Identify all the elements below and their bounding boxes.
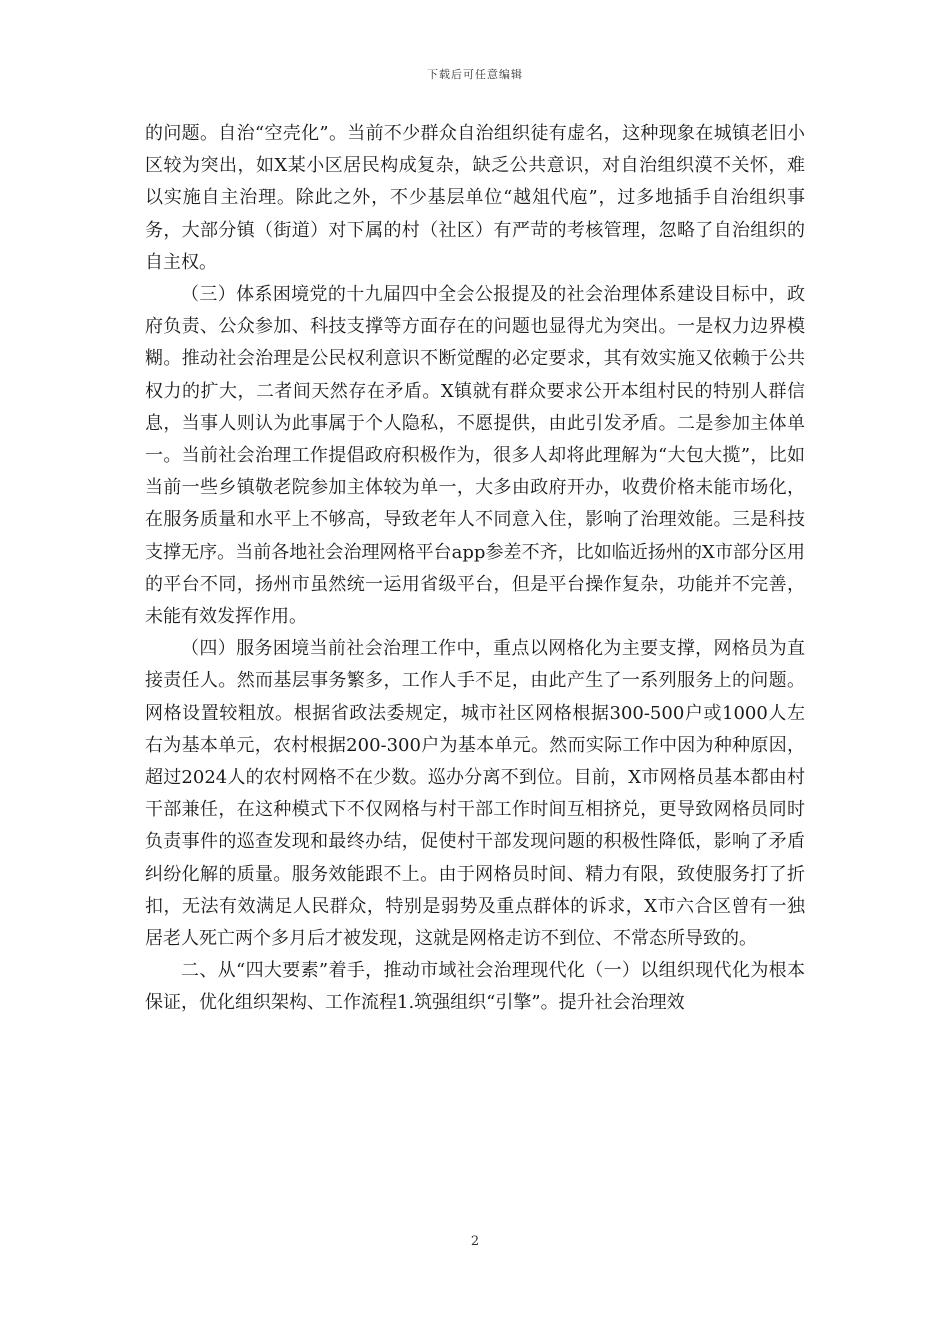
paragraph-2: （三）体系困境党的十九届四中全会公报提及的社会治理体系建设目标中，政府负责、公众参加、科技支撑等方面存在的问题也显得尤为突出。一是权力边界模糊。推动社会治理是公民权利意识不断觉醒的必定要求，其有效实施又依赖于公共权力的扩大，二者间天然存在矛盾。X镇就有群众要求公开本组村民的特别人群信息，当事人则认为此事属于个人隐私，不愿提供，由此引发矛盾。二是参加主体单一。当前社会治理工作提倡政府积极作为，很多人却将此理解为“大包大揽”，比如当前一些乡镇敬老院参加主体较为单一，大多由政府开办，收费价格未能市场化，在服务质量和水平上不够高，导致老年人不同意入住，影响了治理效能。三是科技支撑无序。当前各地社会治理网格平台app参差不齐，比如临近扬州的X市部分区用的平台不同，扬州市虽然统一运用省级平台，但是平台操作复杂，功能并不完善，未能有效发挥作用。 [145,284,805,628]
paragraph-4: 二、从“四大要素”着手，推动市域社会治理现代化（一）以组织现代化为根本保证，优化组织架构、工作流程1.筑强组织“引擎”。提升社会治理效 [145,960,805,1014]
paragraph-3: （四）服务困境当前社会治理工作中，重点以网格化为主要支撑，网格员为直接责任人。然而基层事务繁多，工作人手不足，由此产生了一系列服务上的问题。网格设置较粗放。根据省政法委规定，城市社区网格根据300-500户或1000人左右为基本单元，农村根据200-300户为基本单元。然而实际工作中因为种种原因，超过2024人的农村网格不在少数。巡办分离不到位。目前，X市网格员基本都由村干部兼任，在这种模式下不仅网格与村干部工作时间互相挤兑，更导致网格员同时负责事件的巡查发现和最终办结，促使村干部发现问题的积极性降低，影响了矛盾纠纷化解的质量。服务效能跟不上。由于网格员时间、精力有限，致使服务打了折扣，无法有效满足人民群众，特别是弱势及重点群体的诉求，X市六合区曾有一独居老人死亡两个多月后才被发现，这就是网格走访不到位、不常态所导致的。 [145,638,805,950]
page-header: 下载后可任意编辑 [427,68,523,81]
paragraph-1: 的问题。自治“空壳化”。当前不少群众自治组织徒有虚名，这种现象在城镇老旧小区较为突出，如X某小区居民构成复杂，缺乏公共意识，对自治组织漠不关怀，难以实施自主治理。除此之外，不少基层单位“越俎代庖”，过多地插手自治组织事务，大部分镇（街道）对下属的村（社区）有严苛的考核管理，忽略了自治组织的自主权。 [145,123,805,273]
page-number: 2 [470,1234,480,1249]
document-body [145,118,805,1020]
